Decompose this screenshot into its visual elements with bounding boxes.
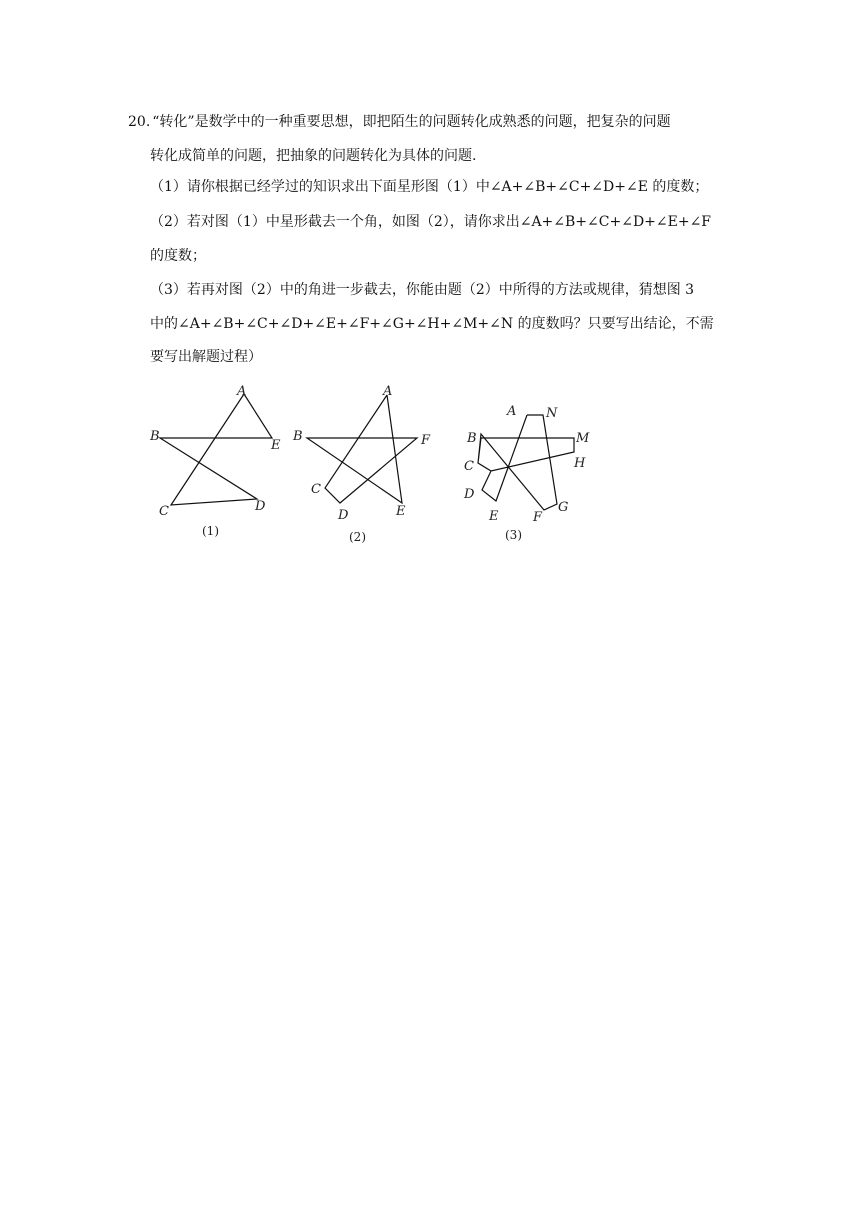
question-line-2: 转化成简单的问题，把抽象的问题转化为具体的问题. [150,148,477,164]
fig3-label-B: B [467,431,477,446]
fig2-label-A: A [383,384,393,399]
fig3-label-E: E [489,509,499,524]
question-part-2-cont: 的度数； [150,248,206,264]
question-part-2: （2）若对图（1）中星形截去一个角，如图（2），请你求出∠A+∠B+∠C+∠D+∠E+∠F [150,214,712,230]
figure-2-star [307,395,417,503]
fig3-label-M: M [576,431,590,446]
fig2-label-B: B [293,429,303,444]
fig1-label-C: C [159,504,169,519]
fig3-label-G: G [558,500,569,515]
fig3-label-F: F [533,510,543,525]
fig3-label-C: C [464,459,474,474]
fig3-label-H: H [574,456,586,471]
fig1-label-D: D [255,499,266,514]
question-part-3-end: 要写出解题过程） [150,349,262,365]
question-part-1: （1）请你根据已经学过的知识求出下面星形图（1）中∠A+∠B+∠C+∠D+∠E 的度数； [150,179,709,195]
star-3-outline [478,415,574,510]
fig1-label-A: A [237,384,247,399]
fig1-label-B: B [150,429,160,444]
star-1-outline [160,394,272,505]
figure-row [140,378,610,553]
fig3-label-D: D [464,487,475,502]
fig2-label-E: E [396,504,406,519]
fig3-caption: (3) [505,528,522,542]
question-intro: “转化”是数学中的一种重要思想，即把陌生的问题转化成熟悉的问题，把复杂的问题 [152,114,671,130]
fig3-label-N: N [546,406,558,421]
question-number: 20. [128,114,151,130]
question-part-3-cont: 中的∠A+∠B+∠C+∠D+∠E+∠F+∠G+∠H+∠M+∠N 的度数吗？只要写出结论，不需 [150,316,714,332]
question-line-1 [128,111,671,133]
question-part-3: （3）若再对图（2）中的角进一步截去，你能由题（2）中所得的方法或规律，猜想图 3 [150,282,695,298]
geometry-figures [140,378,610,553]
figure-1-star [160,394,272,505]
fig2-label-F: F [421,433,431,448]
fig1-label-E: E [271,438,281,453]
fig2-label-C: C [311,482,321,497]
star-2-outline [307,395,417,503]
fig2-caption: (2) [349,530,366,544]
fig3-label-A: A [507,404,517,419]
figure-3-star [478,415,574,510]
fig1-caption: (1) [202,524,219,538]
fig2-label-D: D [338,508,349,523]
